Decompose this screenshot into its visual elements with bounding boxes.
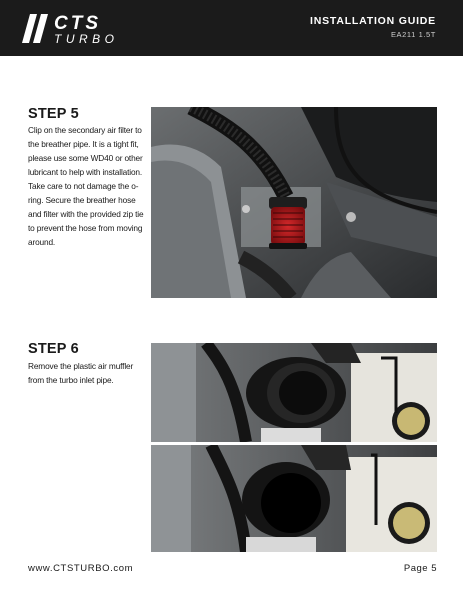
footer-website: www.CTSTURBO.com bbox=[28, 563, 134, 574]
svg-text:CTS: CTS bbox=[54, 13, 101, 34]
footer-page-number: Page 5 bbox=[403, 563, 437, 574]
step-5-text: Clip on the secondary air filter to the breather pipe. It is a tight fit, please use some WD40 or other lubricant to help with installation. Take care to not damage the o-ring. Secure the breather hose and filter with the provided zip tie to prevent the hose from moving around. bbox=[28, 125, 144, 247]
cts-turbo-logo bbox=[22, 12, 150, 46]
guide-subtitle: EA211 1.5T bbox=[390, 30, 436, 39]
step-5-photo-engine-breather bbox=[151, 107, 437, 298]
step-6-photo-after bbox=[151, 445, 437, 552]
step-6-photo-before bbox=[151, 343, 437, 442]
header-bar bbox=[0, 0, 463, 56]
svg-text:TURBO: TURBO bbox=[54, 32, 119, 46]
step-6-text: Remove the plastic air muffler from the turbo inlet pipe. bbox=[28, 361, 134, 385]
step-5-heading: STEP 5 bbox=[28, 106, 79, 122]
guide-title: INSTALLATION GUIDE bbox=[309, 15, 436, 27]
step-6-heading: STEP 6 bbox=[28, 341, 79, 357]
